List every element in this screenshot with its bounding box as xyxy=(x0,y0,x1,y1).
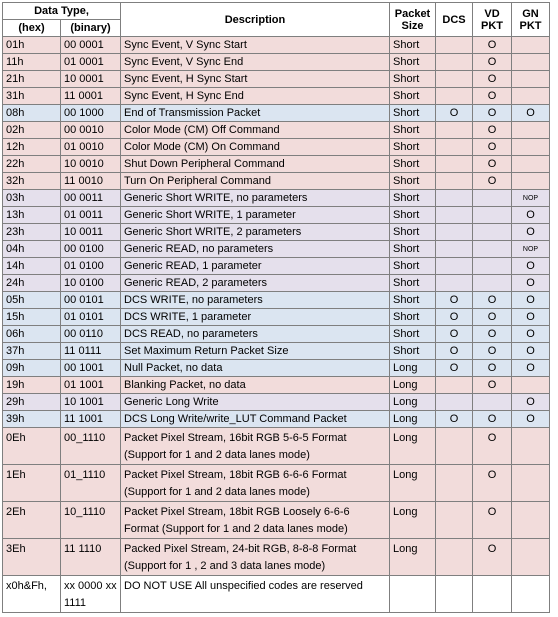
header-vd-label: VD xyxy=(484,7,500,20)
cell-binary: 11 0001 xyxy=(61,88,121,105)
cell-hex: 32h xyxy=(3,173,61,190)
cell-dcs xyxy=(436,71,473,88)
cell-hex: 21h xyxy=(3,71,61,88)
header-dcs: DCS xyxy=(436,3,473,37)
cell-packet-size: Short xyxy=(390,241,436,258)
header-gn-pkt xyxy=(512,3,550,37)
data-type-table xyxy=(2,2,550,613)
cell-dcs xyxy=(436,428,473,465)
cell-packet-size: Long xyxy=(390,539,436,576)
table-row xyxy=(3,343,550,360)
cell-binary: xx 0000 xx 1111 xyxy=(61,576,121,613)
cell-vd-pkt: O xyxy=(473,343,512,360)
cell-gn-pkt: NOP xyxy=(512,190,550,207)
cell-binary: 00 1000 xyxy=(61,105,121,122)
cell-vd-pkt xyxy=(473,241,512,258)
cell-hex: 14h xyxy=(3,258,61,275)
cell-hex: 05h xyxy=(3,292,61,309)
cell-gn-pkt: O xyxy=(512,326,550,343)
cell-description: Generic Short WRITE, no parameters xyxy=(121,190,390,207)
cell-dcs xyxy=(436,139,473,156)
cell-packet-size: Short xyxy=(390,343,436,360)
cell-dcs xyxy=(436,156,473,173)
cell-description: Packet Pixel Stream, 18bit RGB Loosely 6-6-6 Format (Support for 1 and 2 data lanes mode) xyxy=(121,502,390,539)
cell-dcs: O xyxy=(436,292,473,309)
cell-dcs: O xyxy=(436,326,473,343)
cell-packet-size: Short xyxy=(390,207,436,224)
cell-description: Shut Down Peripheral Command xyxy=(121,156,390,173)
cell-binary: 11 0111 xyxy=(61,343,121,360)
cell-vd-pkt xyxy=(473,224,512,241)
cell-packet-size: Short xyxy=(390,37,436,54)
table-row xyxy=(3,105,550,122)
table-row xyxy=(3,465,550,502)
table-row xyxy=(3,576,550,613)
cell-packet-size: Short xyxy=(390,190,436,207)
cell-hex: 15h xyxy=(3,309,61,326)
cell-dcs: O xyxy=(436,343,473,360)
cell-vd-pkt: O xyxy=(473,173,512,190)
cell-description: Sync Event, H Sync End xyxy=(121,88,390,105)
table-row xyxy=(3,207,550,224)
cell-hex: 02h xyxy=(3,122,61,139)
cell-packet-size: Long xyxy=(390,502,436,539)
cell-vd-pkt: O xyxy=(473,411,512,428)
cell-gn-pkt xyxy=(512,576,550,613)
cell-vd-pkt: O xyxy=(473,502,512,539)
cell-gn-pkt xyxy=(512,428,550,465)
cell-dcs xyxy=(436,190,473,207)
table-row xyxy=(3,326,550,343)
cell-hex: 11h xyxy=(3,54,61,71)
cell-gn-pkt xyxy=(512,173,550,190)
cell-gn-pkt: O xyxy=(512,309,550,326)
header-packet-size xyxy=(390,3,436,37)
table-row xyxy=(3,241,550,258)
cell-packet-size: Short xyxy=(390,156,436,173)
cell-packet-size: Long xyxy=(390,360,436,377)
cell-description: DCS WRITE, 1 parameter xyxy=(121,309,390,326)
table-row xyxy=(3,54,550,71)
cell-dcs xyxy=(436,502,473,539)
cell-packet-size: Short xyxy=(390,139,436,156)
cell-binary: 10_1110 xyxy=(61,502,121,539)
cell-vd-pkt xyxy=(473,258,512,275)
cell-description: Generic Short WRITE, 2 parameters xyxy=(121,224,390,241)
table-row xyxy=(3,539,550,576)
header-gn-pkt-label: PKT xyxy=(519,19,542,32)
cell-packet-size: Short xyxy=(390,173,436,190)
cell-packet-size: Short xyxy=(390,122,436,139)
cell-vd-pkt: O xyxy=(473,428,512,465)
cell-dcs xyxy=(436,576,473,613)
cell-hex: 1Eh xyxy=(3,465,61,502)
cell-binary: 01 0101 xyxy=(61,309,121,326)
cell-binary: 11 1001 xyxy=(61,411,121,428)
cell-dcs xyxy=(436,207,473,224)
cell-hex: 23h xyxy=(3,224,61,241)
cell-hex: 2Eh xyxy=(3,502,61,539)
header-packet-label: Packet xyxy=(394,7,431,20)
header-data-type: Data Type, xyxy=(3,3,121,20)
cell-gn-pkt xyxy=(512,377,550,394)
cell-description: Sync Event, V Sync Start xyxy=(121,37,390,54)
cell-binary: 10 0011 xyxy=(61,224,121,241)
table-row xyxy=(3,275,550,292)
table-row xyxy=(3,502,550,539)
table-row xyxy=(3,190,550,207)
table-row xyxy=(3,156,550,173)
cell-binary: 11 1110 xyxy=(61,539,121,576)
table-row xyxy=(3,411,550,428)
cell-description: Generic Short WRITE, 1 parameter xyxy=(121,207,390,224)
cell-dcs xyxy=(436,54,473,71)
table-row xyxy=(3,88,550,105)
cell-packet-size: Long xyxy=(390,465,436,502)
cell-vd-pkt: O xyxy=(473,88,512,105)
cell-vd-pkt: O xyxy=(473,309,512,326)
cell-dcs xyxy=(436,377,473,394)
cell-binary: 00_1110 xyxy=(61,428,121,465)
cell-binary: 00 0100 xyxy=(61,241,121,258)
cell-packet-size: Short xyxy=(390,309,436,326)
table-row xyxy=(3,394,550,411)
cell-description: Blanking Packet, no data xyxy=(121,377,390,394)
table-row xyxy=(3,377,550,394)
cell-gn-pkt: O xyxy=(512,343,550,360)
table-row xyxy=(3,224,550,241)
cell-gn-pkt xyxy=(512,54,550,71)
cell-dcs xyxy=(436,258,473,275)
cell-description: End of Transmission Packet xyxy=(121,105,390,122)
cell-vd-pkt: O xyxy=(473,54,512,71)
cell-packet-size: Short xyxy=(390,71,436,88)
table-row xyxy=(3,71,550,88)
cell-binary: 01 0010 xyxy=(61,139,121,156)
cell-hex: 0Eh xyxy=(3,428,61,465)
cell-packet-size: Short xyxy=(390,275,436,292)
cell-gn-pkt xyxy=(512,465,550,502)
cell-description: Packet Pixel Stream, 18bit RGB 6-6-6 Format (Support for 1 and 2 data lanes mode) xyxy=(121,465,390,502)
cell-dcs xyxy=(436,88,473,105)
cell-description: Null Packet, no data xyxy=(121,360,390,377)
header-gn-label: GN xyxy=(522,7,539,20)
cell-hex: x0h&Fh, xyxy=(3,576,61,613)
cell-vd-pkt: O xyxy=(473,71,512,88)
cell-binary: 11 0010 xyxy=(61,173,121,190)
cell-vd-pkt: O xyxy=(473,360,512,377)
table-row xyxy=(3,37,550,54)
cell-gn-pkt: O xyxy=(512,224,550,241)
cell-hex: 19h xyxy=(3,377,61,394)
cell-hex: 13h xyxy=(3,207,61,224)
cell-dcs xyxy=(436,394,473,411)
table-row xyxy=(3,428,550,465)
cell-hex: 29h xyxy=(3,394,61,411)
cell-vd-pkt: O xyxy=(473,377,512,394)
cell-gn-pkt: O xyxy=(512,275,550,292)
cell-hex: 31h xyxy=(3,88,61,105)
cell-packet-size: Long xyxy=(390,411,436,428)
cell-binary: 10 1001 xyxy=(61,394,121,411)
cell-packet-size: Short xyxy=(390,258,436,275)
cell-packet-size: Long xyxy=(390,428,436,465)
cell-description: Color Mode (CM) Off Command xyxy=(121,122,390,139)
cell-packet-size: Short xyxy=(390,105,436,122)
cell-gn-pkt: O xyxy=(512,207,550,224)
cell-hex: 37h xyxy=(3,343,61,360)
cell-gn-pkt xyxy=(512,122,550,139)
cell-packet-size: Short xyxy=(390,326,436,343)
cell-binary: 00 0001 xyxy=(61,37,121,54)
cell-vd-pkt: O xyxy=(473,326,512,343)
cell-dcs xyxy=(436,241,473,258)
cell-vd-pkt: O xyxy=(473,105,512,122)
cell-dcs xyxy=(436,275,473,292)
cell-gn-pkt: NOP xyxy=(512,241,550,258)
cell-vd-pkt: O xyxy=(473,139,512,156)
cell-gn-pkt xyxy=(512,37,550,54)
cell-vd-pkt xyxy=(473,576,512,613)
cell-vd-pkt xyxy=(473,190,512,207)
cell-description: Generic READ, 1 parameter xyxy=(121,258,390,275)
cell-gn-pkt: O xyxy=(512,105,550,122)
header-binary: (binary) xyxy=(61,20,121,37)
cell-packet-size: Long xyxy=(390,377,436,394)
cell-description: Turn On Peripheral Command xyxy=(121,173,390,190)
cell-packet-size: Short xyxy=(390,224,436,241)
cell-gn-pkt xyxy=(512,71,550,88)
cell-hex: 12h xyxy=(3,139,61,156)
cell-binary: 01 0100 xyxy=(61,258,121,275)
cell-description: Sync Event, H Sync Start xyxy=(121,71,390,88)
cell-binary: 01 0011 xyxy=(61,207,121,224)
cell-dcs xyxy=(436,224,473,241)
cell-binary: 00 0101 xyxy=(61,292,121,309)
cell-binary: 01_1110 xyxy=(61,465,121,502)
cell-binary: 00 0110 xyxy=(61,326,121,343)
cell-dcs: O xyxy=(436,411,473,428)
cell-dcs: O xyxy=(436,105,473,122)
cell-dcs xyxy=(436,122,473,139)
cell-gn-pkt xyxy=(512,139,550,156)
cell-binary: 10 0010 xyxy=(61,156,121,173)
cell-gn-pkt: O xyxy=(512,394,550,411)
cell-description: Generic READ, no parameters xyxy=(121,241,390,258)
cell-dcs: O xyxy=(436,360,473,377)
header-size-label: Size xyxy=(401,19,424,32)
cell-gn-pkt xyxy=(512,502,550,539)
cell-description: DO NOT USE All unspecified codes are reserved xyxy=(121,576,390,613)
cell-vd-pkt: O xyxy=(473,292,512,309)
cell-hex: 09h xyxy=(3,360,61,377)
cell-binary: 00 0011 xyxy=(61,190,121,207)
cell-hex: 06h xyxy=(3,326,61,343)
cell-vd-pkt: O xyxy=(473,539,512,576)
cell-hex: 08h xyxy=(3,105,61,122)
cell-hex: 3Eh xyxy=(3,539,61,576)
cell-binary: 00 0010 xyxy=(61,122,121,139)
cell-description: Generic READ, 2 parameters xyxy=(121,275,390,292)
cell-description: Generic Long Write xyxy=(121,394,390,411)
cell-gn-pkt xyxy=(512,156,550,173)
cell-packet-size xyxy=(390,576,436,613)
cell-packet-size: Short xyxy=(390,54,436,71)
cell-dcs xyxy=(436,173,473,190)
cell-description: Sync Event, V Sync End xyxy=(121,54,390,71)
cell-vd-pkt xyxy=(473,207,512,224)
cell-description: DCS READ, no parameters xyxy=(121,326,390,343)
cell-gn-pkt: O xyxy=(512,411,550,428)
cell-gn-pkt xyxy=(512,88,550,105)
cell-gn-pkt: O xyxy=(512,360,550,377)
cell-description: Packet Pixel Stream, 16bit RGB 5-6-5 Format (Support for 1 and 2 data lanes mode) xyxy=(121,428,390,465)
table-body xyxy=(3,37,550,613)
cell-description: DCS WRITE, no parameters xyxy=(121,292,390,309)
cell-packet-size: Long xyxy=(390,394,436,411)
table-row xyxy=(3,173,550,190)
cell-hex: 03h xyxy=(3,190,61,207)
cell-hex: 04h xyxy=(3,241,61,258)
header-vd-pkt xyxy=(473,3,512,37)
cell-dcs xyxy=(436,37,473,54)
cell-vd-pkt xyxy=(473,394,512,411)
cell-hex: 24h xyxy=(3,275,61,292)
cell-dcs xyxy=(436,539,473,576)
cell-vd-pkt: O xyxy=(473,156,512,173)
table-row xyxy=(3,139,550,156)
table-row xyxy=(3,258,550,275)
cell-binary: 01 1001 xyxy=(61,377,121,394)
table-row xyxy=(3,309,550,326)
table-row xyxy=(3,360,550,377)
cell-binary: 10 0100 xyxy=(61,275,121,292)
cell-description: DCS Long Write/write_LUT Command Packet xyxy=(121,411,390,428)
cell-vd-pkt xyxy=(473,275,512,292)
cell-gn-pkt xyxy=(512,539,550,576)
cell-vd-pkt: O xyxy=(473,122,512,139)
cell-hex: 22h xyxy=(3,156,61,173)
cell-description: Set Maximum Return Packet Size xyxy=(121,343,390,360)
header-hex: (hex) xyxy=(3,20,61,37)
cell-dcs xyxy=(436,465,473,502)
cell-dcs: O xyxy=(436,309,473,326)
cell-hex: 39h xyxy=(3,411,61,428)
cell-packet-size: Short xyxy=(390,292,436,309)
table-row xyxy=(3,292,550,309)
header-description: Description xyxy=(121,3,390,37)
cell-hex: 01h xyxy=(3,37,61,54)
cell-vd-pkt: O xyxy=(473,37,512,54)
cell-vd-pkt: O xyxy=(473,465,512,502)
cell-binary: 00 1001 xyxy=(61,360,121,377)
cell-description: Packed Pixel Stream, 24-bit RGB, 8-8-8 Format (Support for 1 , 2 and 3 data lanes mode) xyxy=(121,539,390,576)
table-row xyxy=(3,122,550,139)
cell-packet-size: Short xyxy=(390,88,436,105)
cell-binary: 10 0001 xyxy=(61,71,121,88)
cell-binary: 01 0001 xyxy=(61,54,121,71)
cell-gn-pkt: O xyxy=(512,292,550,309)
header-vd-pkt-label: PKT xyxy=(481,19,503,32)
cell-gn-pkt: O xyxy=(512,258,550,275)
cell-description: Color Mode (CM) On Command xyxy=(121,139,390,156)
